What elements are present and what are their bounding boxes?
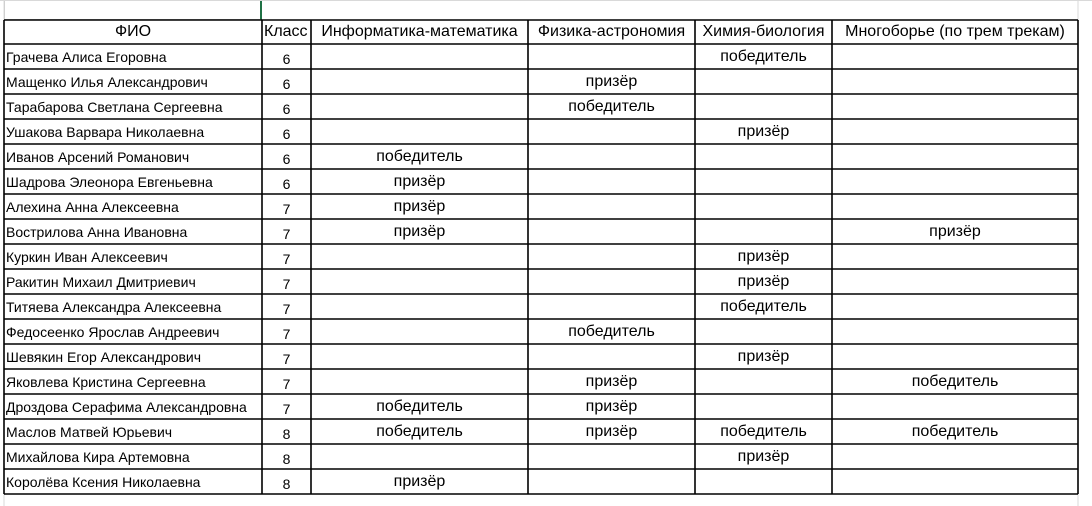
cell-class[interactable]: 7 [282, 250, 291, 267]
cell-fio[interactable]: Шевякин Егор Александрович [6, 348, 202, 365]
cell-class[interactable]: 6 [282, 50, 291, 67]
cell-multi-event[interactable] [832, 269, 1078, 294]
cell-physics-astronomy[interactable]: призёр [585, 397, 638, 415]
cell-informatics-math[interactable] [311, 444, 528, 469]
cell-physics-astronomy[interactable] [528, 444, 695, 469]
cell-physics-astronomy[interactable] [528, 244, 695, 269]
cell-fio[interactable]: Вострилова Анна Ивановна [6, 223, 188, 240]
cell-class[interactable]: 8 [282, 425, 291, 442]
cell-chemistry-biology[interactable] [695, 169, 832, 194]
cell-class[interactable]: 7 [282, 375, 291, 392]
cell-informatics-math[interactable] [311, 94, 528, 119]
cell-chemistry-biology[interactable] [695, 69, 832, 94]
cell-chemistry-biology[interactable]: призёр [737, 347, 790, 365]
cell-informatics-math[interactable]: призёр [393, 472, 446, 490]
cell-multi-event[interactable] [832, 194, 1078, 219]
cell-fio[interactable]: Федосеенко Ярослав Андреевич [6, 323, 220, 340]
cell-informatics-math[interactable] [311, 44, 528, 69]
cell-fio[interactable]: Ракитин Михаил Дмитриевич [6, 273, 196, 290]
cell-fio[interactable]: Шадрова Элеонора Евгеньевна [6, 173, 213, 190]
cell-chemistry-biology[interactable] [695, 394, 832, 419]
cell-physics-astronomy[interactable]: победитель [568, 97, 655, 115]
header-chemistry-biology[interactable]: Химия-биология [702, 23, 825, 40]
cell-physics-astronomy[interactable]: призёр [585, 422, 638, 440]
cell-class[interactable]: 7 [282, 400, 291, 417]
cell-chemistry-biology[interactable] [695, 319, 832, 344]
cell-fio[interactable]: Мащенко Илья Александрович [6, 73, 208, 90]
cell-multi-event[interactable] [832, 119, 1078, 144]
cell-informatics-math[interactable] [311, 119, 528, 144]
cell-chemistry-biology[interactable]: победитель [720, 297, 807, 315]
cell-informatics-math[interactable]: победитель [376, 147, 463, 165]
cell-fio[interactable]: Ушакова Варвара Николаевна [6, 123, 205, 140]
cell-fio[interactable]: Яковлева Кристина Сергеевна [6, 373, 206, 390]
cell-fio[interactable]: Иванов Арсений Романович [6, 148, 190, 165]
cell-multi-event[interactable] [832, 444, 1078, 469]
cell-informatics-math[interactable] [311, 244, 528, 269]
cell-multi-event[interactable]: победитель [911, 422, 999, 440]
cell-class[interactable]: 7 [282, 225, 291, 242]
header-fio[interactable]: ФИО [114, 23, 152, 40]
cell-class[interactable]: 6 [282, 125, 291, 142]
cell-physics-astronomy[interactable] [528, 119, 695, 144]
cell-physics-astronomy[interactable] [528, 44, 695, 69]
cell-chemistry-biology[interactable]: призёр [737, 247, 790, 265]
cell-informatics-math[interactable]: призёр [393, 197, 446, 215]
cell-multi-event[interactable] [832, 469, 1078, 494]
cell-chemistry-biology[interactable]: призёр [737, 122, 790, 140]
cell-physics-astronomy[interactable] [528, 294, 695, 319]
cell-class[interactable]: 8 [282, 475, 291, 492]
cell-multi-event[interactable]: победитель [911, 372, 999, 390]
cell-chemistry-biology[interactable]: призёр [737, 272, 790, 290]
cell-chemistry-biology[interactable]: победитель [720, 47, 807, 65]
cell-multi-event[interactable] [832, 169, 1078, 194]
cell-fio[interactable]: Грачева Алиса Егоровна [6, 48, 167, 65]
cell-fio[interactable]: Куркин Иван Алексеевич [6, 248, 168, 265]
cell-fio[interactable]: Титяева Александра Алексеевна [6, 298, 222, 315]
cell-fio[interactable]: Михайлова Кира Артемовна [6, 448, 190, 465]
header-multi-event[interactable]: Многоборье (по трем трекам) [845, 23, 1065, 40]
cell-multi-event[interactable] [832, 344, 1078, 369]
cell-class[interactable]: 6 [282, 75, 291, 92]
header-physics-astronomy[interactable]: Физика-астрономия [537, 23, 686, 40]
cell-chemistry-biology[interactable]: победитель [720, 422, 807, 440]
cell-physics-astronomy[interactable] [528, 469, 695, 494]
cell-class[interactable]: 7 [282, 275, 291, 292]
cell-class[interactable]: 7 [282, 300, 291, 317]
cell-informatics-math[interactable] [311, 294, 528, 319]
cell-fio[interactable]: Королёва Ксения Николаевна [6, 473, 201, 490]
cell-informatics-math[interactable] [311, 269, 528, 294]
cell-physics-astronomy[interactable] [528, 144, 695, 169]
cell-multi-event[interactable] [832, 394, 1078, 419]
cell-multi-event[interactable] [832, 294, 1078, 319]
header-class[interactable]: Класс [264, 23, 308, 40]
cell-chemistry-biology[interactable] [695, 369, 832, 394]
cell-class[interactable]: 8 [282, 450, 291, 467]
cell-chemistry-biology[interactable] [695, 469, 832, 494]
cell-informatics-math[interactable] [311, 369, 528, 394]
cell-chemistry-biology[interactable] [695, 144, 832, 169]
cell-chemistry-biology[interactable]: призёр [737, 447, 790, 465]
cell-multi-event[interactable]: призёр [929, 222, 981, 240]
cell-multi-event[interactable] [832, 94, 1078, 119]
cell-multi-event[interactable] [832, 244, 1078, 269]
cell-physics-astronomy[interactable]: призёр [585, 72, 638, 90]
cell-class[interactable]: 7 [282, 350, 291, 367]
cell-chemistry-biology[interactable] [695, 94, 832, 119]
cell-multi-event[interactable] [832, 144, 1078, 169]
cell-physics-astronomy[interactable] [528, 194, 695, 219]
cell-informatics-math[interactable]: призёр [393, 222, 446, 240]
cell-informatics-math[interactable] [311, 69, 528, 94]
cell-multi-event[interactable] [832, 44, 1078, 69]
cell-chemistry-biology[interactable] [695, 194, 832, 219]
cell-chemistry-biology[interactable] [695, 219, 832, 244]
cell-informatics-math[interactable]: победитель [376, 422, 463, 440]
header-informatics-math[interactable]: Информатика-математика [321, 23, 518, 40]
selected-cell-cursor [4, 0, 262, 20]
cell-physics-astronomy[interactable] [528, 269, 695, 294]
cell-class[interactable]: 7 [282, 325, 291, 342]
cell-fio[interactable]: Тарабарова Светлана Сергеевна [6, 98, 223, 115]
cell-class[interactable]: 7 [282, 200, 291, 217]
cell-fio[interactable]: Маслов Матвей Юрьевич [6, 423, 173, 440]
cell-physics-astronomy[interactable]: победитель [568, 322, 655, 340]
cell-fio[interactable]: Алехина Анна Алексеевна [6, 198, 179, 215]
cell-multi-event[interactable] [832, 319, 1078, 344]
cell-fio[interactable]: Дроздова Серафима Александровна [6, 398, 247, 415]
cell-informatics-math[interactable]: призёр [393, 172, 446, 190]
cell-class[interactable]: 6 [282, 175, 291, 192]
cell-class[interactable]: 6 [282, 150, 291, 167]
cell-informatics-math[interactable] [311, 319, 528, 344]
cell-physics-astronomy[interactable] [528, 169, 695, 194]
cell-informatics-math[interactable] [311, 344, 528, 369]
cell-informatics-math[interactable]: победитель [376, 397, 463, 415]
cell-physics-astronomy[interactable] [528, 344, 695, 369]
cell-class[interactable]: 6 [282, 100, 291, 117]
cell-physics-astronomy[interactable]: призёр [585, 372, 638, 390]
cell-multi-event[interactable] [832, 69, 1078, 94]
cell-physics-astronomy[interactable] [528, 219, 695, 244]
